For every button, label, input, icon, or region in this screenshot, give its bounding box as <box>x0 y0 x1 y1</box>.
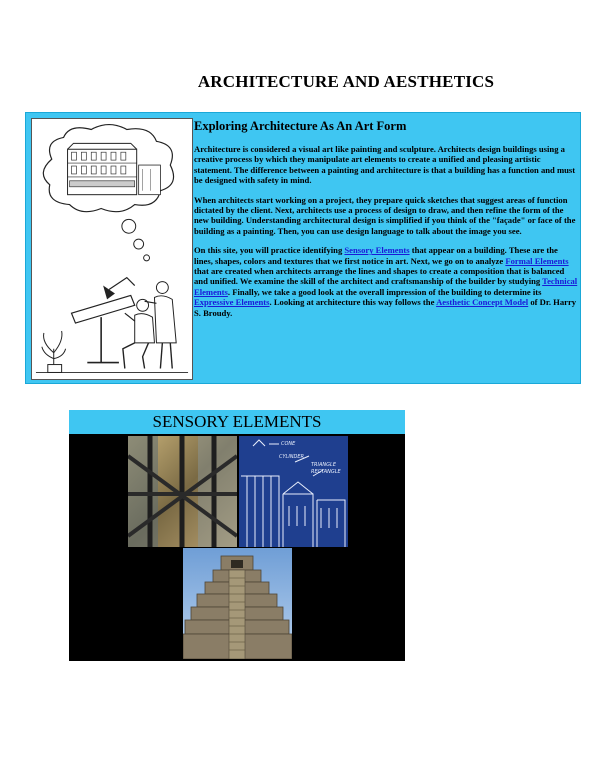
blueprint-label-cone: CONE <box>281 441 296 447</box>
blueprint-label-rectangle: RECTANGLE <box>311 469 341 475</box>
sensory-elements-panel <box>69 410 405 661</box>
intro-paragraph-3 <box>194 245 578 318</box>
paragraph-3-text-6: of Dr. Harry S. Broudy. <box>194 297 577 318</box>
blueprint-label-triangle: TRIANGLE <box>311 462 336 468</box>
sensory-elements-header: SENSORY ELEMENTS <box>69 410 405 434</box>
intro-text <box>194 118 578 327</box>
paragraph-3-text-1: On this site, you will practice identifying <box>194 245 345 256</box>
intro-heading: Exploring Architecture As An Art Form <box>194 119 407 133</box>
blueprint-sketch-photo <box>239 436 348 547</box>
expressive-elements-link[interactable]: Expressive Elements <box>194 297 270 308</box>
paragraph-3-text-5: . Looking at architecture this way follows the <box>269 297 437 308</box>
blueprint-label-cylinder: CYLINDER <box>279 454 305 460</box>
intro-paragraph-2: When architects start working on a project, they prepare quick sketches that suggest areas of function dictated by the client. Next, architects use a process of design to draw, and then refine the form of the new building. Understanding architectural design is simplified if you think of the "façade" or face of the building as a painting. Then, you can use design language to talk about the image you see. <box>194 194 576 236</box>
technical-elements-link[interactable]: Technical Elements <box>194 276 578 297</box>
sensory-elements-link[interactable]: Sensory Elements <box>344 245 410 256</box>
glass-facade-photo <box>128 436 237 547</box>
paragraph-3-text-3: that are created when architects arrange the lines and shapes to create a composition that is balanced and unified. We examine the skill of the architect and craftsmanship of the builder by studying <box>194 266 565 287</box>
formal-elements-link[interactable]: Formal Elements <box>505 255 569 266</box>
architect-drawing-illustration <box>31 118 193 380</box>
paragraph-3-text-4: . Finally, we take a good look at the overall impression of the building to determine its <box>227 286 542 297</box>
aesthetic-concept-model-link[interactable]: Aesthetic Concept Model <box>436 297 529 308</box>
intro-paragraph-1: Architecture is considered a visual art like painting and sculpture. Architects design buildings using a creative process by which they manipulate art elements to create a unified and pleasing artistic statement. The difference between a painting and architecture is that a building has a function and must be designed with safety in mind. <box>194 144 576 186</box>
stepped-pyramid-photo <box>183 548 292 659</box>
intro-panel <box>25 112 581 384</box>
page-title: ARCHITECTURE AND AESTHETICS <box>197 72 495 91</box>
paragraph-3-text-2: that appear on a building. These are the lines, shapes, colors and textures that we first notice in art. Next, we go on to analyze <box>194 245 558 266</box>
